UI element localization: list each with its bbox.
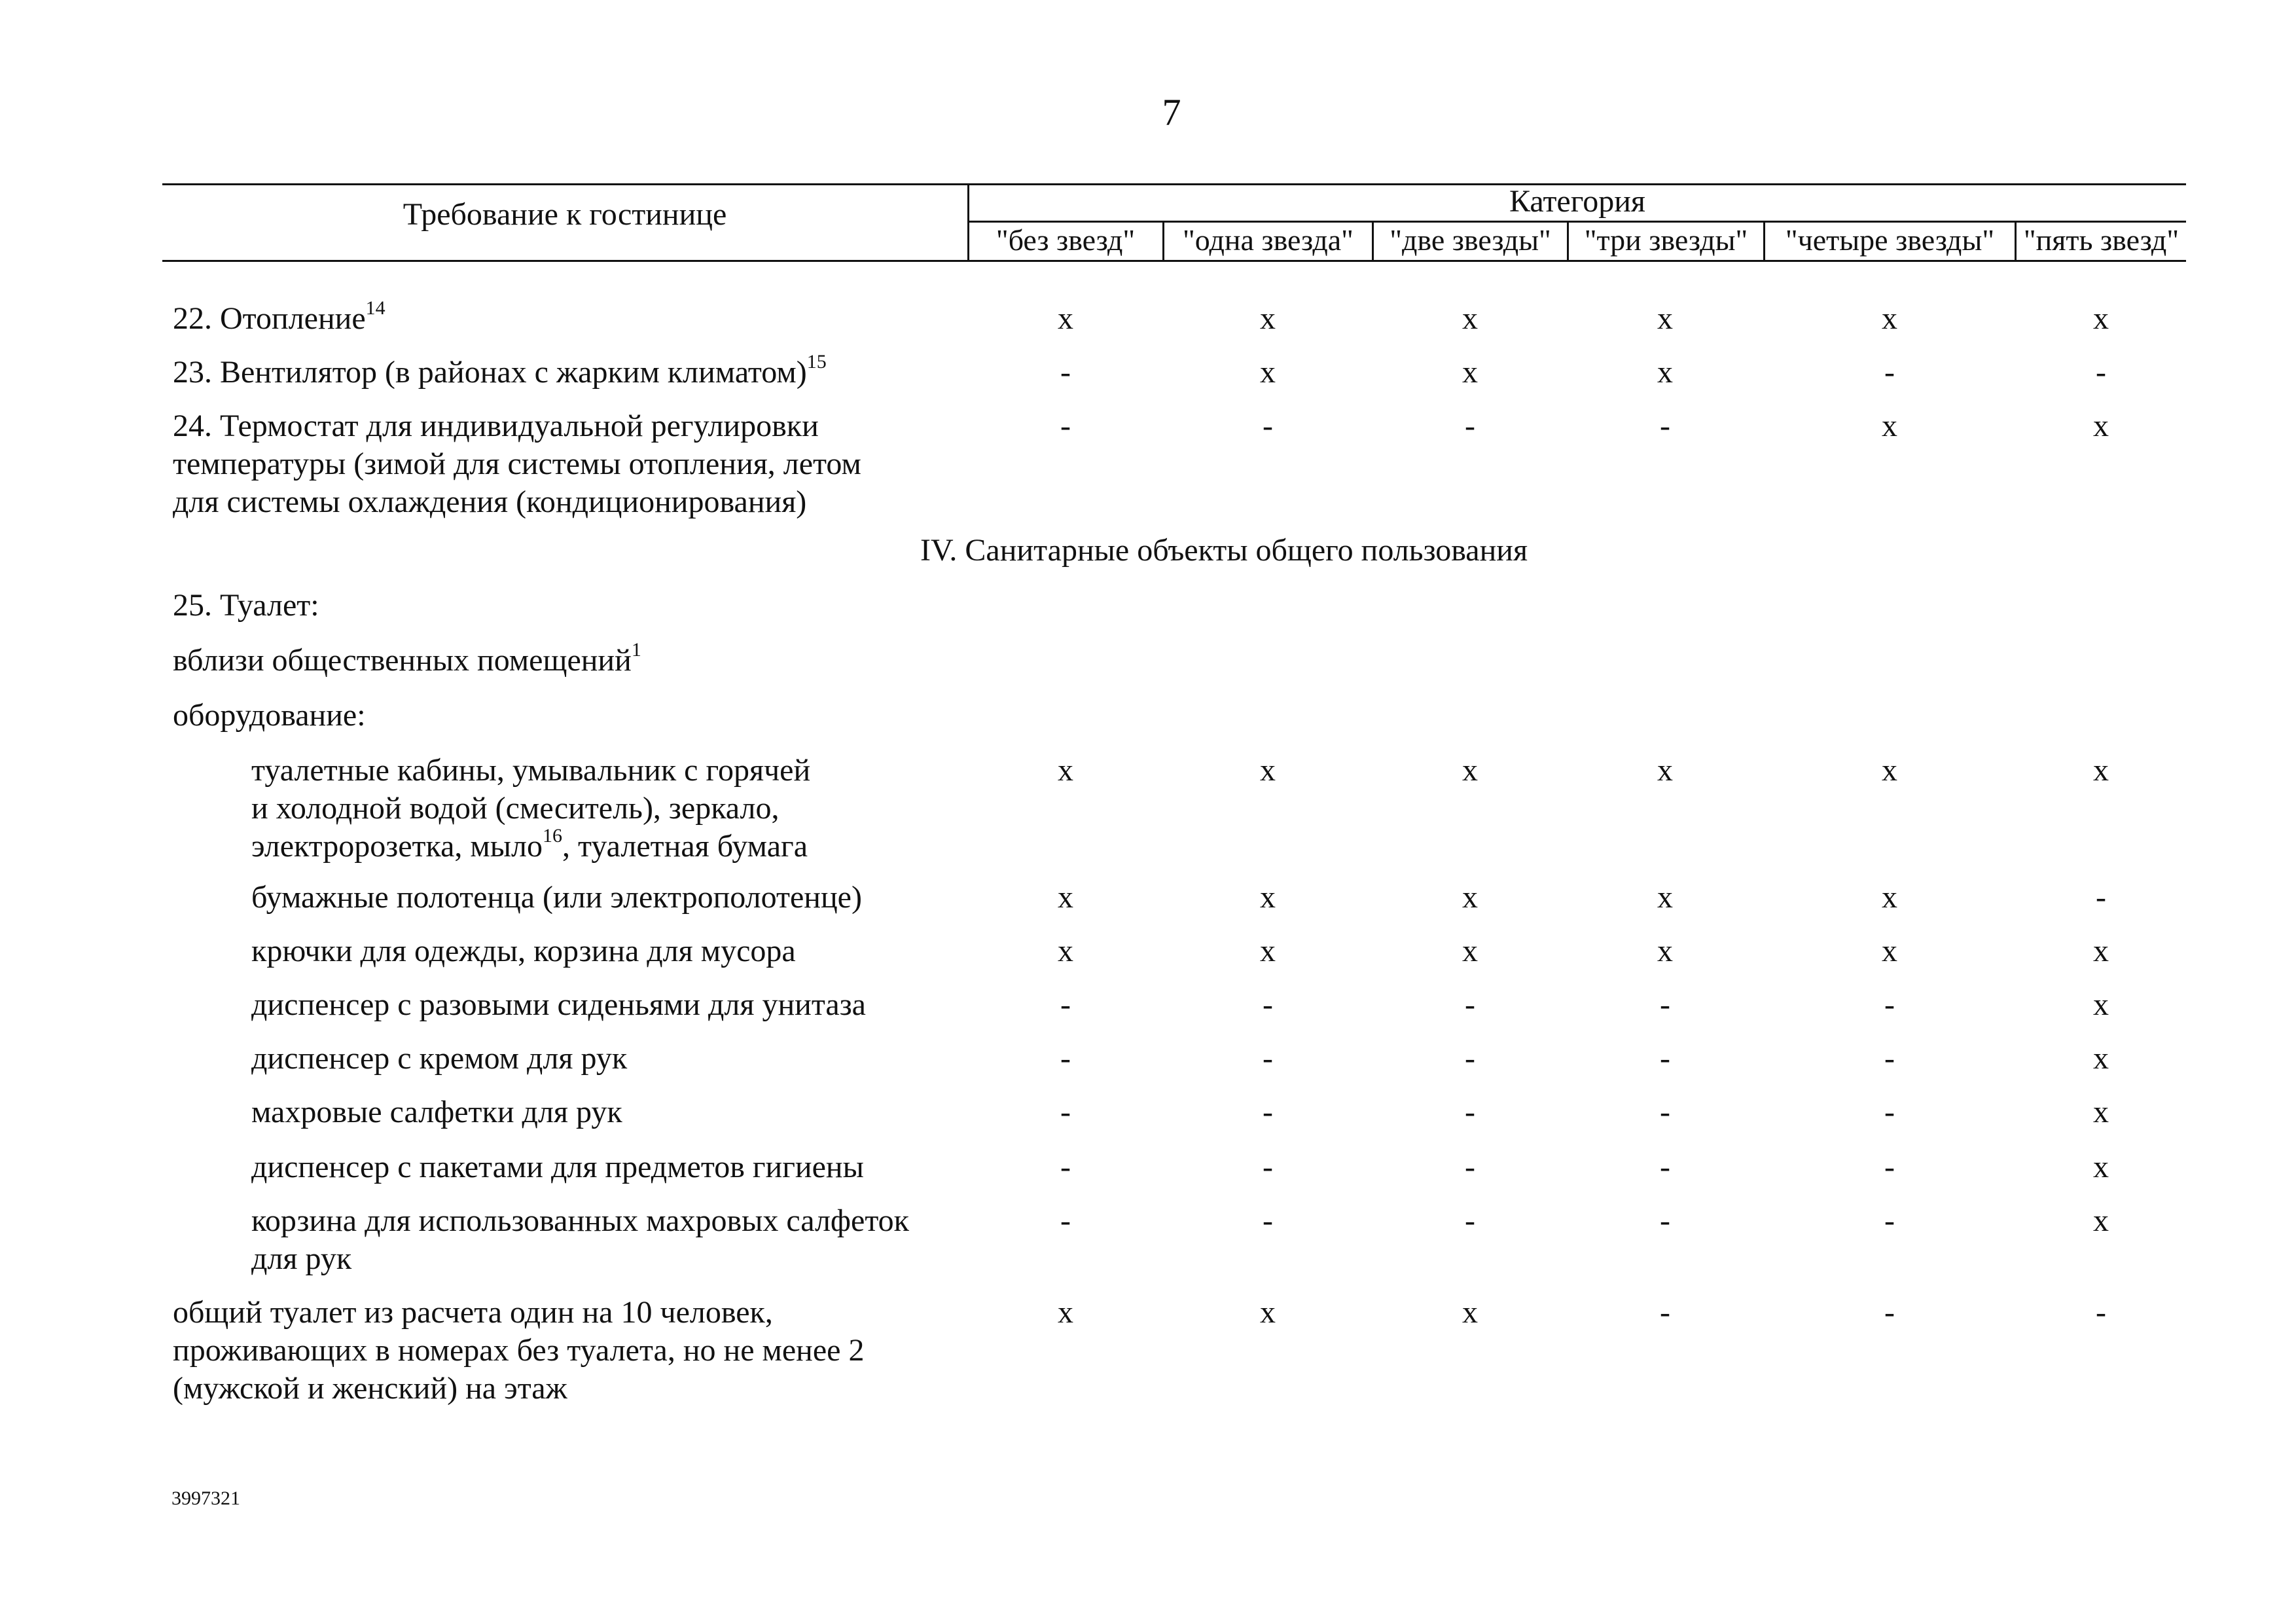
category-mark: x bbox=[2093, 1041, 2109, 1076]
category-mark: - bbox=[1263, 409, 1273, 443]
category-mark: - bbox=[1465, 409, 1475, 443]
category-mark: - bbox=[1465, 1150, 1475, 1184]
requirement-text: проживающих в номерах без туалета, но не менее 2 bbox=[173, 1333, 865, 1368]
requirement-text: вблизи общественных помещений$^1$ bbox=[173, 639, 641, 678]
column-header: "четыре звезды" bbox=[1785, 223, 1995, 257]
category-mark: - bbox=[2096, 1295, 2106, 1330]
requirement-text: туалетные кабины, умывальник с горячей bbox=[251, 753, 811, 788]
category-mark: x bbox=[1260, 753, 1276, 788]
category-mark: x bbox=[1260, 1295, 1276, 1330]
category-mark: x bbox=[1882, 934, 1897, 968]
requirement-text: диспенсер с кремом для рук bbox=[251, 1041, 628, 1076]
requirement-text: 25. Туалет: bbox=[173, 588, 319, 623]
category-mark: x bbox=[1462, 355, 1478, 390]
category-mark: x bbox=[1882, 753, 1897, 788]
category-mark: x bbox=[1260, 880, 1276, 915]
category-mark: x bbox=[1260, 934, 1276, 968]
category-mark: - bbox=[1060, 1203, 1071, 1238]
category-mark: - bbox=[1660, 1041, 1670, 1076]
category-mark: x bbox=[1657, 301, 1673, 336]
category-mark: - bbox=[1884, 1150, 1895, 1184]
requirement-text: махровые салфетки для рук bbox=[251, 1095, 622, 1129]
category-mark: x bbox=[2093, 301, 2109, 336]
category-mark: x bbox=[1657, 934, 1673, 968]
category-mark: x bbox=[1882, 301, 1897, 336]
category-mark: x bbox=[2093, 1150, 2109, 1184]
requirement-text: (мужской и женский) на этаж bbox=[173, 1371, 567, 1406]
requirement-text: диспенсер с пакетами для предметов гигиены bbox=[251, 1150, 864, 1184]
category-mark: - bbox=[1465, 987, 1475, 1022]
requirement-text: 22. Отопление$^{14}$ bbox=[173, 297, 386, 336]
category-mark: x bbox=[1462, 934, 1478, 968]
category-mark: - bbox=[2096, 880, 2106, 915]
category-mark: x bbox=[1462, 880, 1478, 915]
requirement-text: и холодной водой (смеситель), зеркало, bbox=[251, 791, 780, 826]
category-mark: x bbox=[1882, 409, 1897, 443]
category-mark: x bbox=[1657, 355, 1673, 390]
category-mark: x bbox=[1058, 880, 1073, 915]
category-mark: x bbox=[2093, 409, 2109, 443]
requirement-text: 24. Термостат для индивидуальной регулировки bbox=[173, 409, 819, 443]
column-header: "без звезд" bbox=[996, 223, 1136, 257]
category-mark: x bbox=[1882, 880, 1897, 915]
requirement-text: бумажные полотенца (или электрополотенце) bbox=[251, 880, 862, 915]
category-mark: x bbox=[2093, 934, 2109, 968]
category-mark: - bbox=[1660, 1150, 1670, 1184]
category-mark: - bbox=[1465, 1041, 1475, 1076]
category-mark: x bbox=[2093, 1095, 2109, 1129]
category-mark: x bbox=[1260, 301, 1276, 336]
category-mark: - bbox=[1660, 409, 1670, 443]
category-mark: - bbox=[1060, 355, 1071, 390]
category-mark: - bbox=[1660, 1295, 1670, 1330]
category-mark: x bbox=[1058, 301, 1073, 336]
category-mark: - bbox=[1263, 1041, 1273, 1076]
category-mark: x bbox=[1260, 355, 1276, 390]
category-mark: - bbox=[1884, 1095, 1895, 1129]
requirement-text: для рук bbox=[251, 1241, 352, 1276]
column-header: "пять звезд" bbox=[2023, 223, 2179, 257]
category-mark: - bbox=[1660, 987, 1670, 1022]
category-mark: - bbox=[1884, 1295, 1895, 1330]
category-mark: - bbox=[1660, 1095, 1670, 1129]
category-mark: x bbox=[2093, 987, 2109, 1022]
requirement-text: 23. Вентилятор (в районах с жарким климатом)$^{15}$ bbox=[173, 351, 827, 390]
document-id: 3997321 bbox=[171, 1487, 240, 1509]
column-header: "одна звезда" bbox=[1183, 223, 1354, 257]
category-mark: - bbox=[1060, 1150, 1071, 1184]
header-bottom-rule bbox=[162, 260, 2186, 262]
category-header: Категория bbox=[1509, 184, 1645, 219]
category-mark: x bbox=[1462, 1295, 1478, 1330]
category-mark: x bbox=[2093, 1203, 2109, 1238]
category-mark: - bbox=[1060, 987, 1071, 1022]
category-mark: x bbox=[2093, 753, 2109, 788]
category-mark: - bbox=[1465, 1203, 1475, 1238]
page-number: 7 bbox=[1162, 91, 1181, 134]
category-mark: - bbox=[1465, 1095, 1475, 1129]
requirement-text: оборудование: bbox=[173, 698, 366, 733]
category-mark: - bbox=[1263, 1150, 1273, 1184]
requirement-text: корзина для использованных махровых салфеток bbox=[251, 1203, 909, 1238]
category-mark: - bbox=[1884, 355, 1895, 390]
category-mark: - bbox=[1660, 1203, 1670, 1238]
category-mark: x bbox=[1058, 753, 1073, 788]
column-header: "две звезды" bbox=[1390, 223, 1551, 257]
requirement-header: Требование к гостинице bbox=[403, 197, 727, 232]
category-mark: - bbox=[1060, 409, 1071, 443]
category-mark: - bbox=[1884, 1203, 1895, 1238]
requirement-text: для системы охлаждения (кондиционирования) bbox=[173, 484, 807, 519]
requirement-text: крючки для одежды, корзина для мусора bbox=[251, 934, 796, 968]
category-mark: x bbox=[1657, 880, 1673, 915]
category-mark: - bbox=[1060, 1095, 1071, 1129]
category-mark: - bbox=[1060, 1041, 1071, 1076]
category-mark: - bbox=[1263, 987, 1273, 1022]
section-title: IV. Санитарные объекты общего пользования bbox=[920, 533, 1528, 568]
category-mark: x bbox=[1657, 753, 1673, 788]
category-mark: - bbox=[2096, 355, 2106, 390]
category-mark: - bbox=[1884, 1041, 1895, 1076]
category-mark: - bbox=[1263, 1095, 1273, 1129]
requirement-text: общий туалет из расчета один на 10 человек, bbox=[173, 1295, 773, 1330]
column-header: "три звезды" bbox=[1584, 223, 1748, 257]
category-mark: - bbox=[1263, 1203, 1273, 1238]
category-mark: x bbox=[1462, 301, 1478, 336]
category-mark: - bbox=[1884, 987, 1895, 1022]
requirement-text: температуры (зимой для системы отопления, летом bbox=[173, 447, 861, 481]
category-mark: x bbox=[1058, 1295, 1073, 1330]
category-mark: x bbox=[1058, 934, 1073, 968]
requirement-text: электророзетка, мыло$^{16}$, туалетная бумага bbox=[251, 825, 808, 864]
category-mark: x bbox=[1462, 753, 1478, 788]
requirement-text: диспенсер с разовыми сиденьями для унитаза bbox=[251, 987, 866, 1022]
